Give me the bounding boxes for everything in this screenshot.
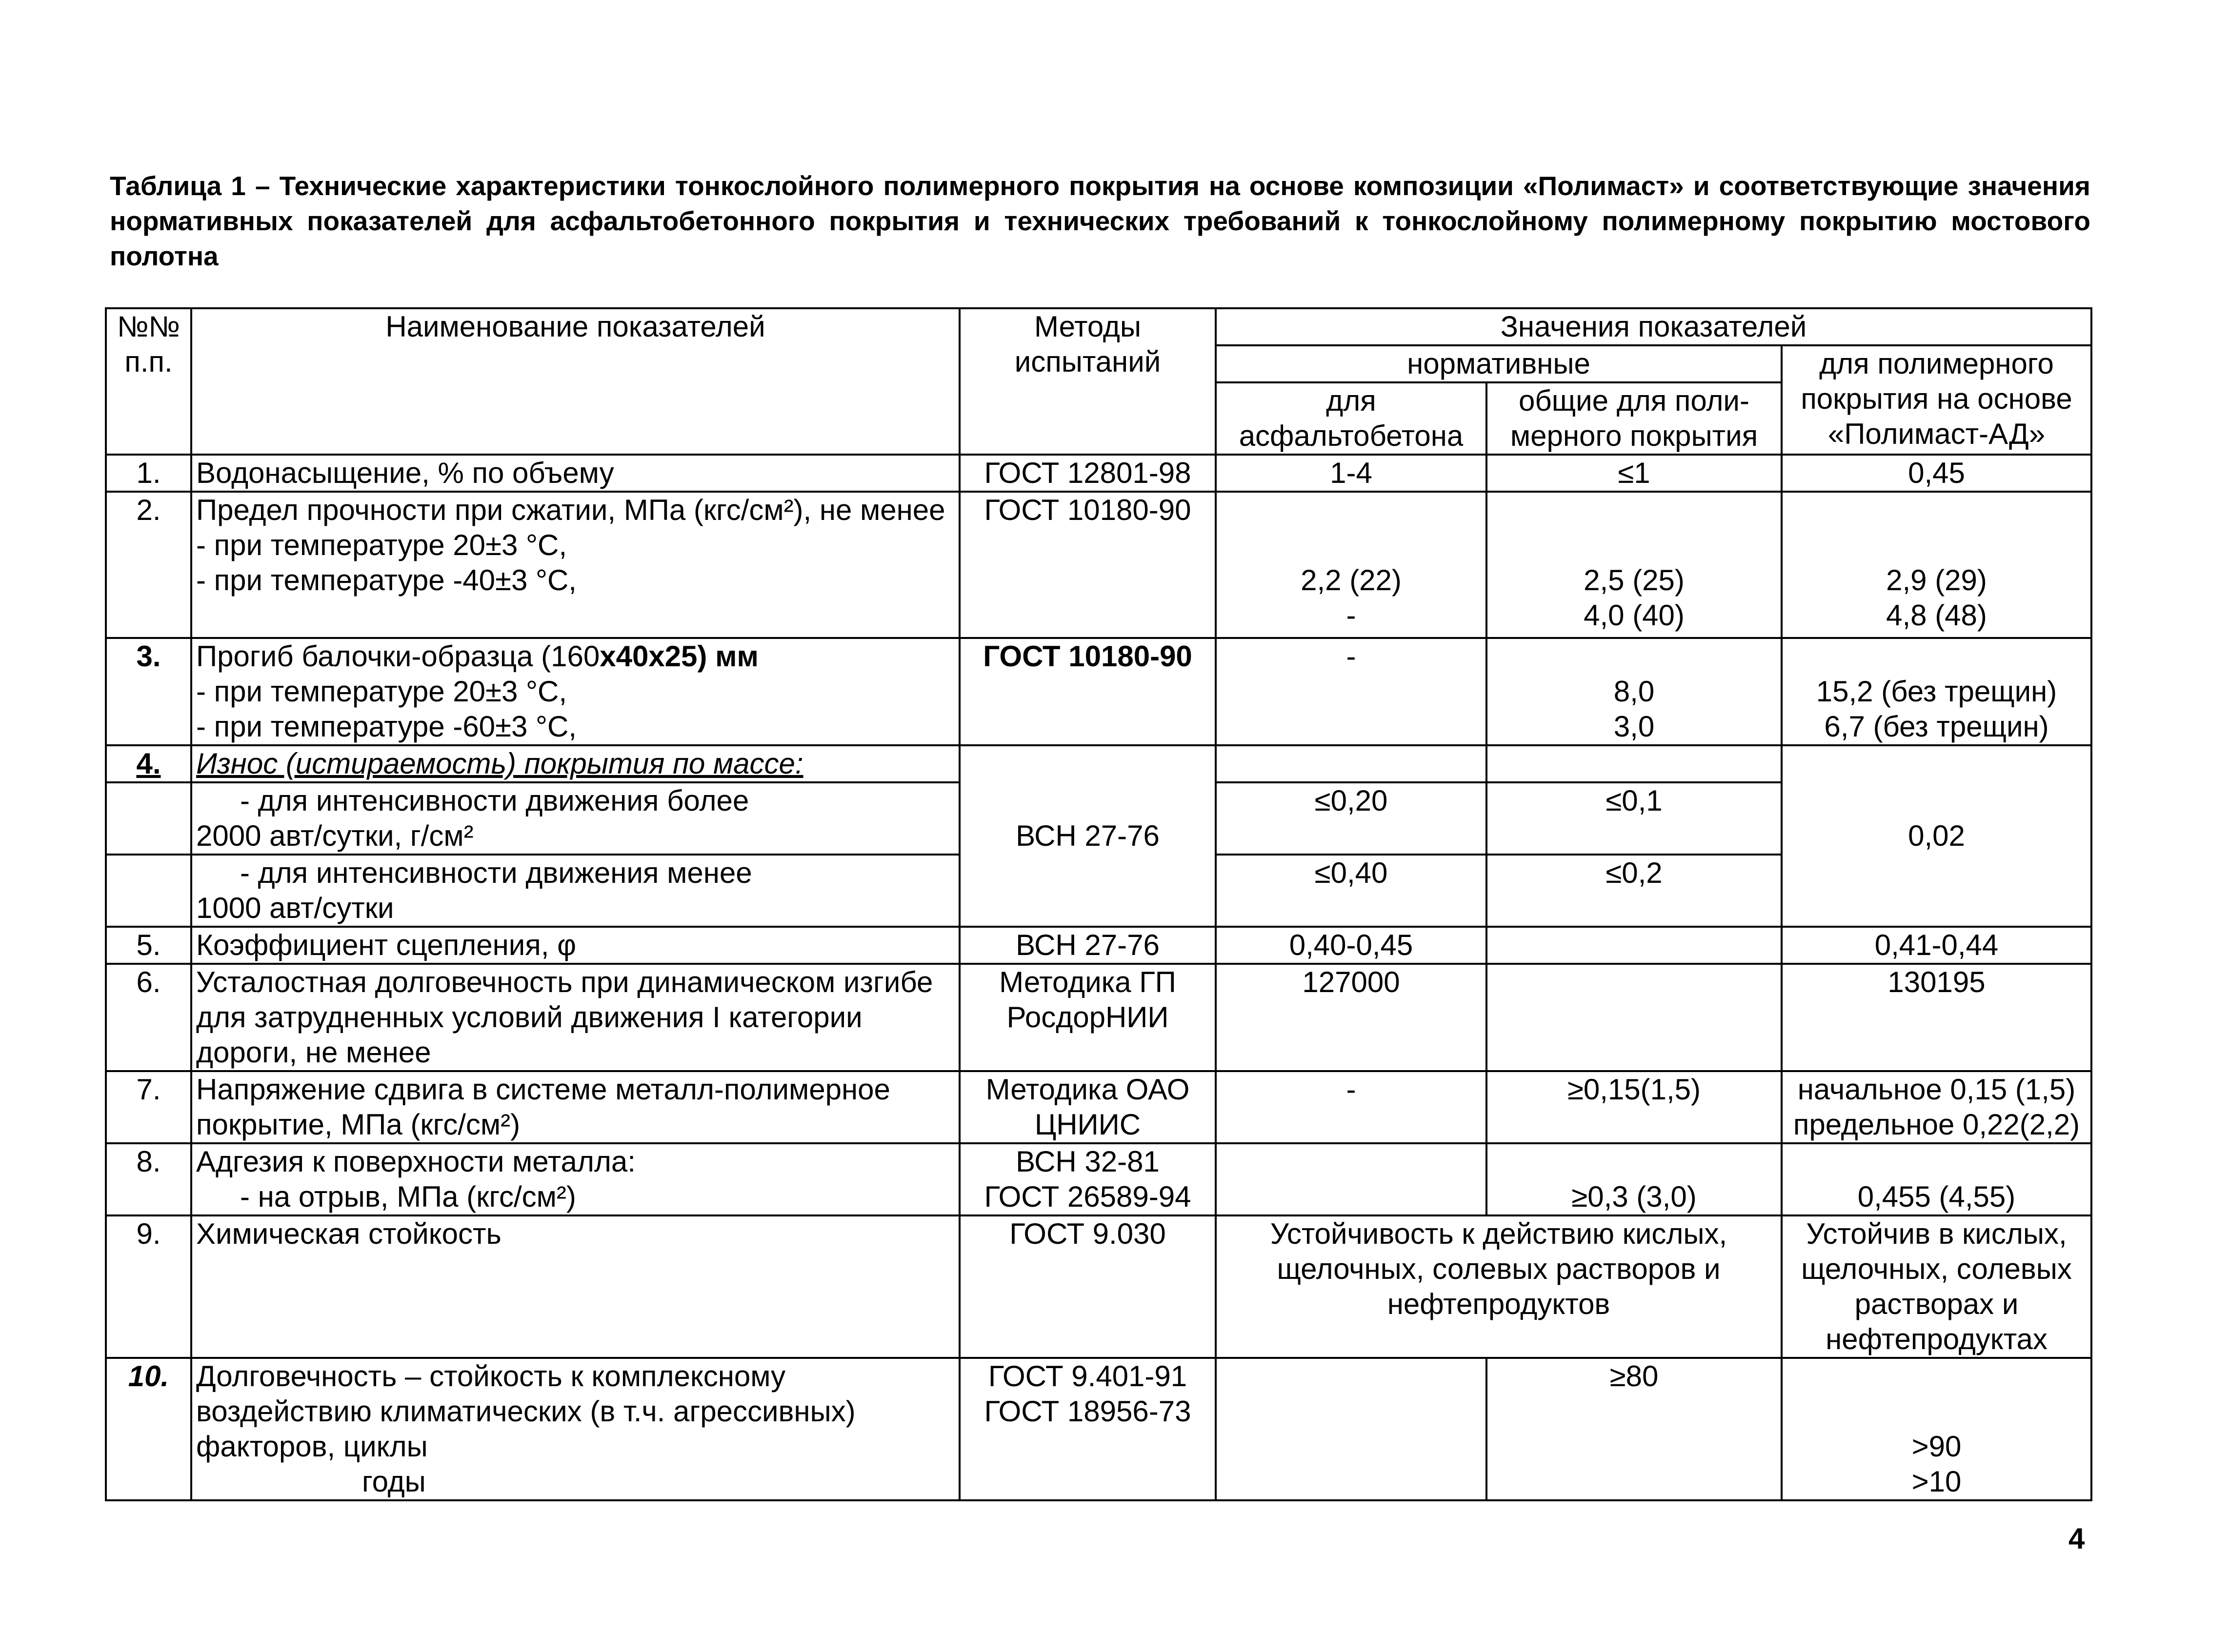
table-row: 1. Водонасыщение, % по объему ГОСТ 12801-98 1-4 ≤1 0,45	[106, 455, 2091, 492]
header-values: Значения показателей	[1216, 308, 2091, 345]
header-polymer-general: общие для поли-мерного покрытия	[1486, 382, 1782, 455]
page-number: 4	[2068, 1522, 2085, 1555]
header-num: №№ п.п.	[106, 308, 191, 455]
header-name: Наименование показателей	[191, 308, 960, 455]
header-methods: Методы испытаний	[960, 308, 1216, 455]
table-row: 4. Износ (истираемость) покрытия по массе: ВСН 27-76 0,02	[106, 745, 2091, 782]
table-row: 5. Коэффициент сцепления, φ ВСН 27-76 0,40-0,45 0,41-0,44	[106, 927, 2091, 964]
table-row: 2. Предел прочности при сжатии, МПа (кгс/см²), не менее - при температуре 20±3 °С, - при температуре -40±3 °С, ГОСТ 10180-90 2,2 (22) - 2,5 (25) 4,0 (40) 2,9 (29) 4,8 (48)	[106, 492, 2091, 638]
table-row: 10. Долговечность – стойкость к комплексному воздействию климатических (в т.ч. агрессивных) факторов, циклы годы ГОСТ 9.401-91 ГОСТ 18956-73 ≥80 >90 >10	[106, 1358, 2091, 1500]
table-row: - для интенсивности движения менее 1000 авт/сутки ≤0,40 ≤0,2	[106, 855, 2091, 927]
table-row: 3. Прогиб балочки-образца (160х40х25) мм - при температуре 20±3 °С, - при температуре -60±3 °С, ГОСТ 10180-90 - 8,0 3,0 15,2 (без трещин) 6,7 (без трещин)	[106, 638, 2091, 745]
header-normative: нормативные	[1216, 345, 1782, 382]
header-asphalt: для асфальтобетона	[1216, 382, 1486, 455]
table-caption: Таблица 1 – Технические характеристики тонкослойного полимерного покрытия на основе композиции «Полимаст» и соответствующие значения нормативных показателей для асфальтобетонного покрытия и технических требований к тонкослойному полимерному покрытию мостового полотна	[110, 171, 2090, 271]
table-row: 8. Адгезия к поверхности металла: - на отрыв, МПа (кгс/см²) ВСН 32-81 ГОСТ 26589-94 ≥0,3 (3,0) 0,455 (4,55)	[106, 1143, 2091, 1215]
table-row: 6. Усталостная долговечность при динамическом изгибе для затрудненных условий движения I категории дороги, не менее Методика ГП РосдорНИИ 127000 130195	[106, 964, 2091, 1071]
header-polimast: для полимерного покрытия на основе «Полимаст-АД»	[1782, 345, 2091, 455]
header-row	[106, 308, 2091, 345]
table-row: 9. Химическая стойкость ГОСТ 9.030 Устойчивость к действию кислых, щелочных, солевых растворов и нефтепродуктов Устойчив в кислых, щелочных, солевых растворах и нефтепродуктах	[106, 1215, 2091, 1358]
table-row: - для интенсивности движения более 2000 авт/сутки, г/см² ≤0,20 ≤0,1	[106, 782, 2091, 855]
specs-table	[105, 307, 2092, 1501]
table-row: 7. Напряжение сдвига в системе металл-полимерное покрытие, МПа (кгс/см²) Методика ОАО ЦНИИС - ≥0,15(1,5) начальное 0,15 (1,5) предельное 0,22(2,2)	[106, 1071, 2091, 1143]
